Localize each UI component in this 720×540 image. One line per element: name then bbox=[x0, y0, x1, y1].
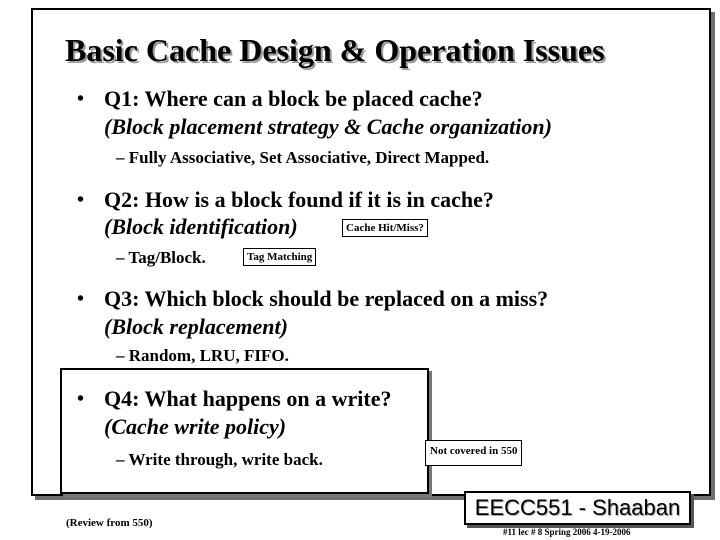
q4-subtitle: (Cache write policy) bbox=[104, 414, 287, 439]
q4-detail: – Write through, write back. bbox=[116, 450, 323, 469]
q1-detail: – Fully Associative, Set Associative, Direct Mapped. bbox=[116, 148, 490, 167]
not-covered-note: Not covered in 550 bbox=[425, 440, 522, 466]
cache-hit-miss-note: Cache Hit/Miss? bbox=[342, 219, 428, 237]
q1-question: Q1: Where can a block be placed cache? bbox=[104, 86, 483, 111]
lecture-info: #11 lec # 8 Spring 2006 4-19-2006 bbox=[503, 527, 631, 537]
bullet-q4: • bbox=[77, 388, 85, 410]
q2-question: Q2: How is a block found if it is in cache? bbox=[104, 187, 494, 212]
bullet-q3: • bbox=[77, 288, 85, 310]
q3-question: Q3: Which block should be replaced on a miss? bbox=[104, 286, 549, 311]
slide-title: Basic Cache Design & Operation Issues bbox=[65, 32, 605, 68]
course-label: EECC551 - Shaaban bbox=[464, 491, 691, 525]
q2-subtitle: (Block identification) bbox=[104, 214, 298, 239]
review-note: (Review from 550) bbox=[66, 517, 153, 529]
bullet-q1: • bbox=[77, 88, 85, 110]
q1-subtitle: (Block placement strategy & Cache organization) bbox=[104, 114, 552, 139]
q4-question: Q4: What happens on a write? bbox=[104, 386, 392, 411]
bullet-q2: • bbox=[77, 189, 85, 211]
q3-subtitle: (Block replacement) bbox=[104, 314, 288, 339]
tag-matching-note: Tag Matching bbox=[243, 248, 316, 266]
q3-detail: – Random, LRU, FIFO. bbox=[116, 346, 289, 365]
q2-detail: – Tag/Block. bbox=[116, 248, 206, 267]
